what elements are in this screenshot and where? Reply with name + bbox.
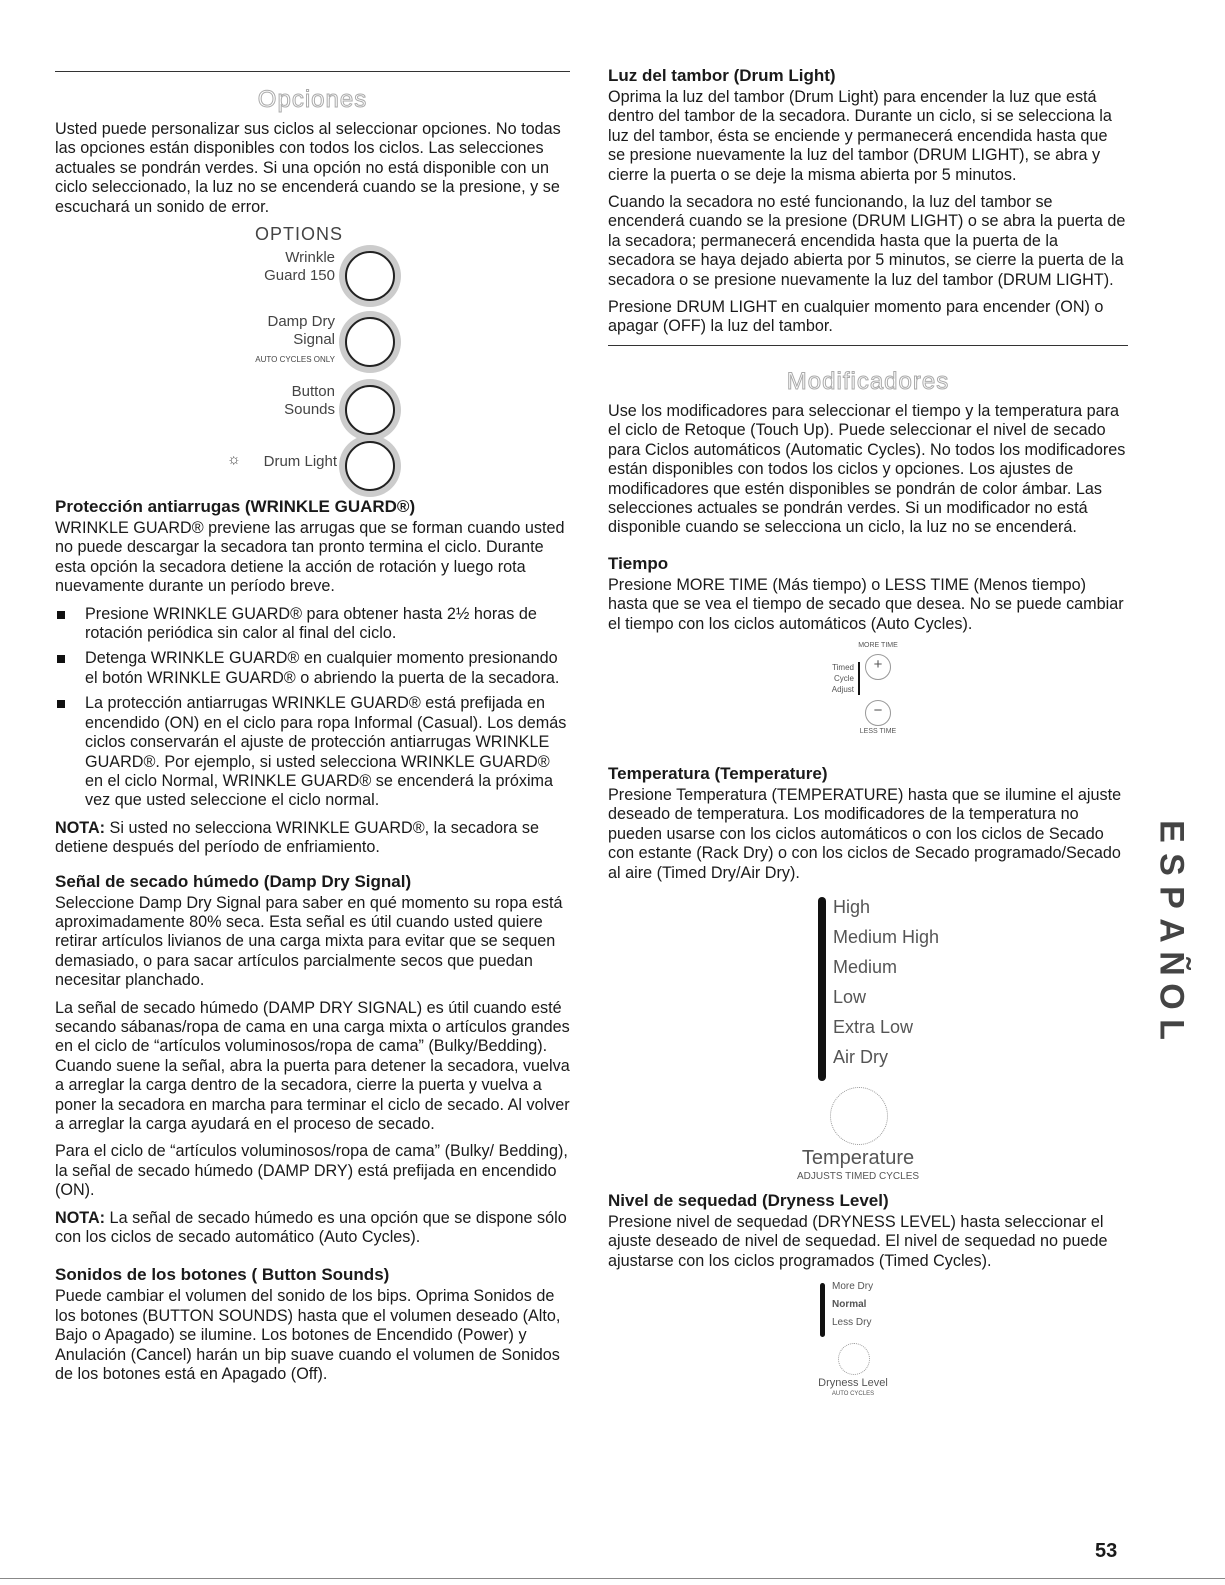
time-adjust-figure	[608, 642, 1128, 754]
temperature-figure	[608, 891, 1128, 1181]
time-adjust-label: Timed Cycle Adjust	[814, 662, 860, 695]
more-time-label: MORE TIME	[858, 641, 898, 649]
drum-p2: Cuando la secadora no esté funcionando, la luz del tambor se encenderá cuando se la presione (DRUM LIGHT) o se abra la puerta de la secadora; permanecerá encendida hasta que la puerta de la secadora se haya dejado abierta por 5 minutos, se cierre la puerta de la secadora o se presione nuevamente la luz del tambor (DRUM LIGHT).	[608, 193, 1126, 289]
temp-option-low: Low	[833, 986, 867, 1007]
espanol-side-tab	[1140, 815, 1202, 1055]
drum-p1: Oprima la luz del tambor (Drum Light) para encender la luz que está dentro del tambor de la secadora. Durante un ciclo, si se selecciona la luz del tambor, ésta se enciende y permanecerá encendida hasta que se presione nuevamente la luz del tambor (DRUM LIGHT), se abra y cierre la puerta o se deje la misma abierta por 5 minutos.	[608, 88, 1112, 184]
mod-text: Use los modificadores para seleccionar el tiempo y la temperatura para el ciclo de Retoque (Touch Up). Puede seleccionar el nivel de secado para Ciclos automáticos (Automatic Cycles). No todos los modificadores están disponibles con todos los ciclos y opciones. Los ajustes de modificadores que estén disponibles se pondrán de color ámbar. Las selecciones actuales se pondrán verdes. Si un modificador no está disponible cuando se selecciona un ciclo, la luz no se encenderá.	[608, 401, 1126, 537]
less-time-label: LESS TIME	[859, 727, 897, 735]
sounds-heading: Sonidos de los botones ( Button Sounds)	[55, 1265, 390, 1285]
tab-letter: S	[1152, 853, 1191, 876]
drum-light-button[interactable]	[345, 441, 395, 491]
temperature-caption: Temperature	[801, 1146, 915, 1169]
lightbulb-icon: ☼	[227, 451, 241, 469]
temperature-heading: Temperatura (Temperature)	[608, 763, 828, 783]
espanol-side-tab-cont	[1140, 1035, 1202, 1065]
tab-letter: E	[1152, 820, 1191, 843]
left-column	[55, 60, 570, 1392]
dry-option-normal: Normal	[832, 1299, 867, 1311]
dry-option-less: Less Dry	[832, 1317, 872, 1329]
list-item: La protección antiarrugas WRINKLE GUARD® está prefijada en encendido (ON) en el ciclo para ropa Informal (Casual). Los demás ciclos conservarán el ajuste de protección antiarrugas WRINKLE GUARD®. Por ejemplo, si usted selecciona WRINKLE GUARD® en el ciclo Normal, WRINKLE GUARD® se encenderá la próxima vez que usted seleccione el ciclo normal.	[55, 694, 570, 810]
wrinkle-text: WRINKLE GUARD® previene las arrugas que se forman cuando usted no puede descargar la secadora tan pronto termina el ciclo. Durante esta opción la secadora detiene la acción de rotación y luego rota nuevamente durante un período breve.	[55, 519, 565, 596]
options-panel-figure	[55, 225, 570, 485]
damp-dry-button[interactable]	[345, 317, 395, 367]
wrinkle-heading: Protección antiarrugas (WRINKLE GUARD®)	[55, 497, 416, 517]
nota-label: NOTA:	[55, 1208, 106, 1227]
drum-light-label: Drum Light	[263, 453, 337, 471]
opciones-title: Opciones	[257, 86, 368, 113]
temperature-subcaption: ADJUSTS TIMED CYCLES	[796, 1170, 920, 1182]
damp-p2: La señal de secado húmedo (DAMP DRY SIGNAL) es útil cuando esté secando sábanas/ropa de cama en una carga mixta o artículos grandes en el ciclo de “artículos voluminosos/ropa de cama” (Bulky/Bedding). Cuando suene la señal, abra la puerta para detener la secadora, vuelva a arreglar la carga dentro de la secadora, cierre la puerta y vuelva a poner la secadora en marcha para terminar el ciclo de secado. Al volver a arreglar la carga ayudará en el proceso de secado.	[55, 998, 570, 1133]
dry-option-more: More Dry	[832, 1281, 874, 1293]
modificadores-title: Modificadores	[786, 367, 950, 395]
bottom-rule	[0, 1578, 1225, 1579]
button-sounds-button[interactable]	[345, 385, 395, 435]
nota-text: Si usted no selecciona WRINKLE GUARD®, la secadora se detiene después del período de enfriamiento.	[55, 818, 539, 857]
dryness-caption: Dryness Level	[818, 1377, 888, 1390]
page-number: 53	[1095, 1540, 1118, 1562]
tab-letter: Ñ	[1152, 951, 1191, 976]
damp-dry-note: AUTO CYCLES ONLY	[255, 355, 335, 365]
temp-option-extra-low: Extra Low	[833, 1016, 914, 1037]
minus-icon: −	[873, 701, 883, 719]
drum-p3: Presione DRUM LIGHT en cualquier momento para encender (ON) o apagar (OFF) la luz del tambor.	[608, 298, 1104, 336]
tab-letter: P	[1152, 886, 1191, 909]
tiempo-heading: Tiempo	[608, 553, 669, 573]
temp-option-high: High	[833, 896, 871, 917]
tab-letter: A	[1152, 918, 1191, 943]
dryness-figure	[608, 1279, 1128, 1399]
nota-text: La señal de secado húmedo es una opción que se dispone sólo con los ciclos de secado automático (Auto Cycles).	[55, 1208, 567, 1247]
tab-letter: O	[1152, 983, 1191, 1010]
dryness-button[interactable]	[838, 1343, 870, 1375]
dryness-subcaption: AUTO CYCLES	[831, 1391, 875, 1398]
list-item: Detenga WRINKLE GUARD® en cualquier momento presionando el botón WRINKLE GUARD® o abriendo la puerta de la secadora.	[55, 649, 570, 688]
top-rule	[55, 71, 570, 72]
damp-dry-label: Damp Dry Signal	[267, 313, 335, 349]
nota-wrinkle	[55, 819, 570, 858]
options-header: OPTIONS	[255, 224, 344, 245]
temp-option-medium: Medium	[833, 956, 898, 977]
wrinkle-bullets	[55, 605, 570, 811]
nota-damp	[55, 1209, 570, 1248]
nota-label: NOTA:	[55, 818, 106, 837]
drum-heading: Luz del tambor (Drum Light)	[608, 66, 836, 85]
sounds-text: Puede cambiar el volumen del sonido de los bips. Oprima Sonidos de los botones (BUTTON SOUNDS) hasta que el volumen deseado (Alto, Bajo o Apagado) se ilumine. Los botones de Encendido (Power) y Anulación (Cancel) harán un bip suave cuando el volumen de Sonidos de los botones está en Apagado (Off).	[55, 1287, 561, 1384]
wrinkle-guard-button[interactable]	[345, 251, 395, 301]
damp-p1: Seleccione Damp Dry Signal para saber en qué momento su ropa está aproximadamente 80% seca. Esta señal es útil cuando usted quiere retirar artículos livianos de una carga mixta para evitar que se sequen demasiado, o para sacar artículos parcialmente secos que puedan necesitar planchado.	[55, 893, 563, 990]
list-item: Presione WRINKLE GUARD® para obtener hasta 2½ horas de rotación periódica sin calor al final del ciclo.	[55, 605, 570, 644]
tiempo-text: Presione MORE TIME (Más tiempo) o LESS TIME (Menos tiempo) hasta que se vea el tiempo de secado que desea. No se puede cambiar el tiempo con los ciclos automáticos (Auto Cycles).	[608, 575, 1124, 633]
temp-option-medium-high: Medium High	[833, 926, 940, 947]
tab-letter: L	[1152, 1019, 1191, 1040]
dryness-heading: Nivel de sequedad (Dryness Level)	[608, 1190, 889, 1210]
damp-p3: Para el ciclo de “artículos voluminosos/ropa de cama” (Bulky/ Bedding), la señal de secado húmedo (DAMP DRY) está prefijada en encendido (ON).	[55, 1142, 568, 1200]
temperature-button[interactable]	[830, 1087, 888, 1145]
dryness-indicator-bar	[820, 1283, 825, 1337]
temp-option-air-dry: Air Dry	[833, 1046, 888, 1067]
opciones-intro: Usted puede personalizar sus ciclos al seleccionar opciones. No todas las opciones están disponibles con todos los ciclos. Las selecciones actuales se pondrán verdes. Si una opción no está disponible con un ciclo seleccionado, la luz no se encenderá cuando se la presione, y se escuchará un sonido de error.	[55, 120, 561, 216]
temperature-text: Presione Temperatura (TEMPERATURE) hasta que se ilumine el ajuste deseado de temperatura. Los modificadores de la temperatura no pueden usarse con los ciclos automáticos o con los ciclos de Secado con estante (Rack Dry) o con los ciclos de Secado programado/Secado al aire (Timed Dry/Air Dry).	[608, 785, 1122, 882]
section-rule	[608, 345, 1128, 346]
temperature-indicator-bar	[818, 897, 826, 1081]
plus-icon: +	[873, 655, 883, 673]
right-column	[608, 60, 1128, 1409]
button-sounds-label: Button Sounds	[284, 383, 335, 419]
wrinkle-guard-label: Wrinkle Guard 150	[264, 249, 335, 285]
damp-heading: Señal de secado húmedo (Damp Dry Signal)	[55, 871, 412, 891]
dryness-text: Presione nivel de sequedad (DRYNESS LEVEL) hasta seleccionar el ajuste deseado de nivel de sequedad. El nivel de sequedad no puede ajustarse con los ciclos programados (Timed Cycles).	[608, 1212, 1108, 1270]
